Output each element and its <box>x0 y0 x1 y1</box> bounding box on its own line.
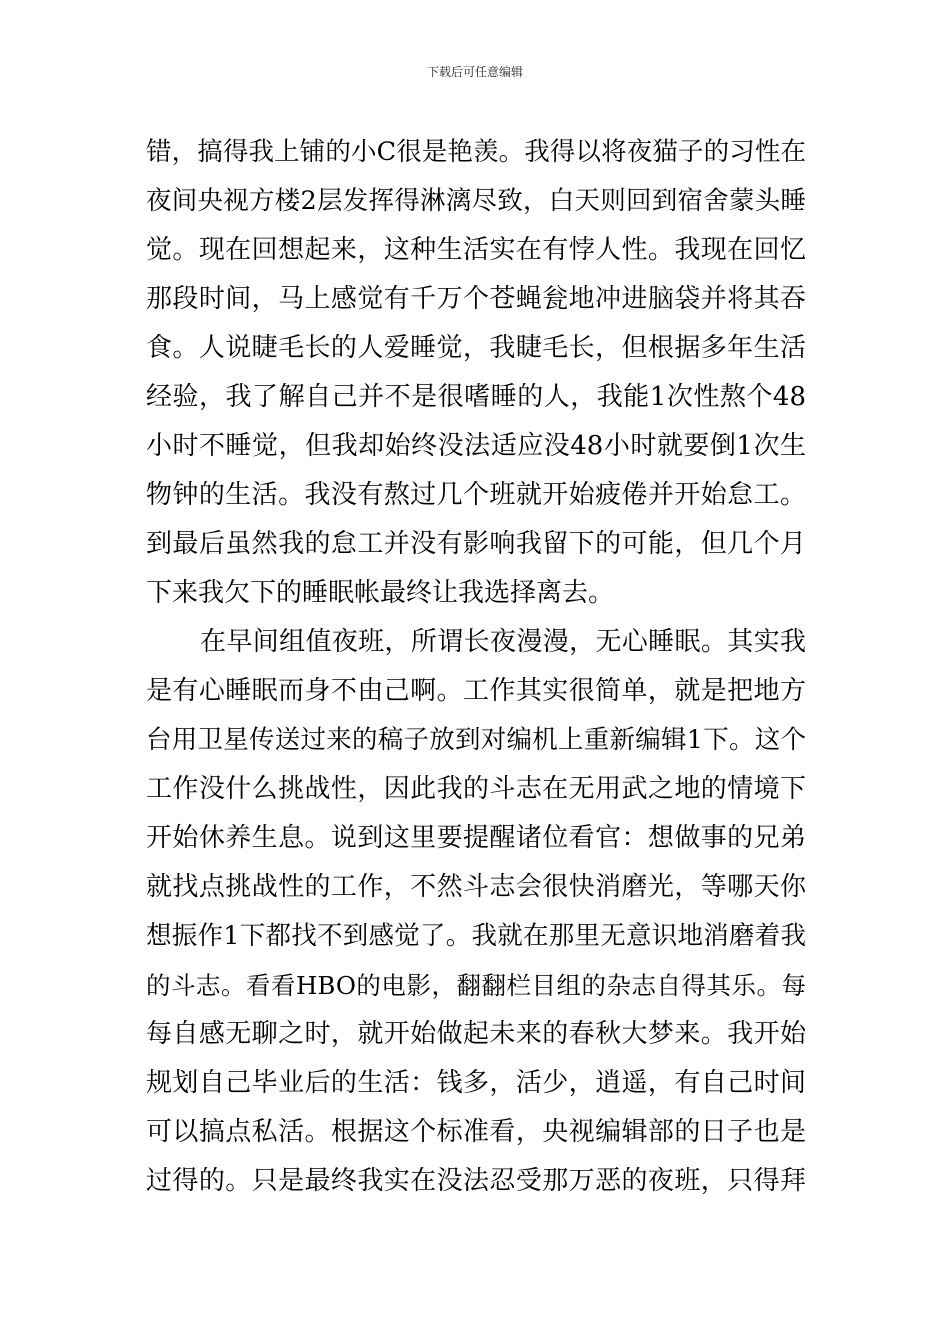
text-line: 物钟的生活。我没有熬过几个班就开始疲倦并开始怠工。 <box>146 480 806 510</box>
text-line: 食。人说睫毛长的人爱睡觉，我睫毛长，但根据多年生活 <box>146 333 806 363</box>
text-line: 可以搞点私活。根据这个标准看，央视编辑部的日子也是 <box>146 1117 806 1147</box>
text-line: 每自感无聊之时，就开始做起未来的春秋大梦来。我开始 <box>146 1019 806 1049</box>
text-line: 经验，我了解自己并不是很嗜睡的人，我能1次性熬个48 <box>146 382 806 412</box>
text-line: 规划自己毕业后的生活：钱多，活少，逍遥，有自己时间 <box>146 1068 806 1098</box>
text-line: 小时不睡觉，但我却始终没法适应没48小时就要倒1次生 <box>146 431 806 461</box>
text-line: 就找点挑战性的工作，不然斗志会很快消磨光，等哪天你 <box>146 872 806 902</box>
text-line: 觉。现在回想起来，这种生活实在有悖人性。我现在回忆 <box>146 235 806 265</box>
text-line: 夜间央视方楼2层发挥得淋漓尽致，白天则回到宿舍蒙头睡 <box>146 186 806 216</box>
paragraph-first-line: 在早间组值夜班，所谓长夜漫漫，无心睡眠。其实我 <box>200 627 806 657</box>
page-header: 下载后可任意编辑 <box>426 65 523 79</box>
text-line: 那段时间，马上感觉有千万个苍蝇瓮地冲进脑袋并将其吞 <box>146 284 806 314</box>
text-line: 开始休养生息。说到这里要提醒诸位看官：想做事的兄弟 <box>146 823 806 853</box>
text-line: 的斗志。看看HBO的电影，翻翻栏目组的杂志自得其乐。每 <box>146 971 806 1000</box>
text-line: 台用卫星传送过来的稿子放到对编机上重新编辑1下。这个 <box>146 725 806 755</box>
text-line: 到最后虽然我的怠工并没有影响我留下的可能，但几个月 <box>146 529 806 559</box>
text-line: 工作没什么挑战性，因此我的斗志在无用武之地的情境下 <box>146 774 806 804</box>
text-line: 是有心睡眠而身不由己啊。工作其实很简单，就是把地方 <box>146 676 806 706</box>
text-line: 过得的。只是最终我实在没法忍受那万恶的夜班，只得拜 <box>146 1166 806 1196</box>
text-line: 想振作1下都找不到感觉了。我就在那里无意识地消磨着我 <box>146 921 806 951</box>
document-body <box>146 128 806 1206</box>
text-line: 错，搞得我上铺的小C很是艳羡。我得以将夜猫子的习性在 <box>146 137 806 167</box>
text-line: 下来我欠下的睡眠帐最终让我选择离去。 <box>146 578 615 608</box>
